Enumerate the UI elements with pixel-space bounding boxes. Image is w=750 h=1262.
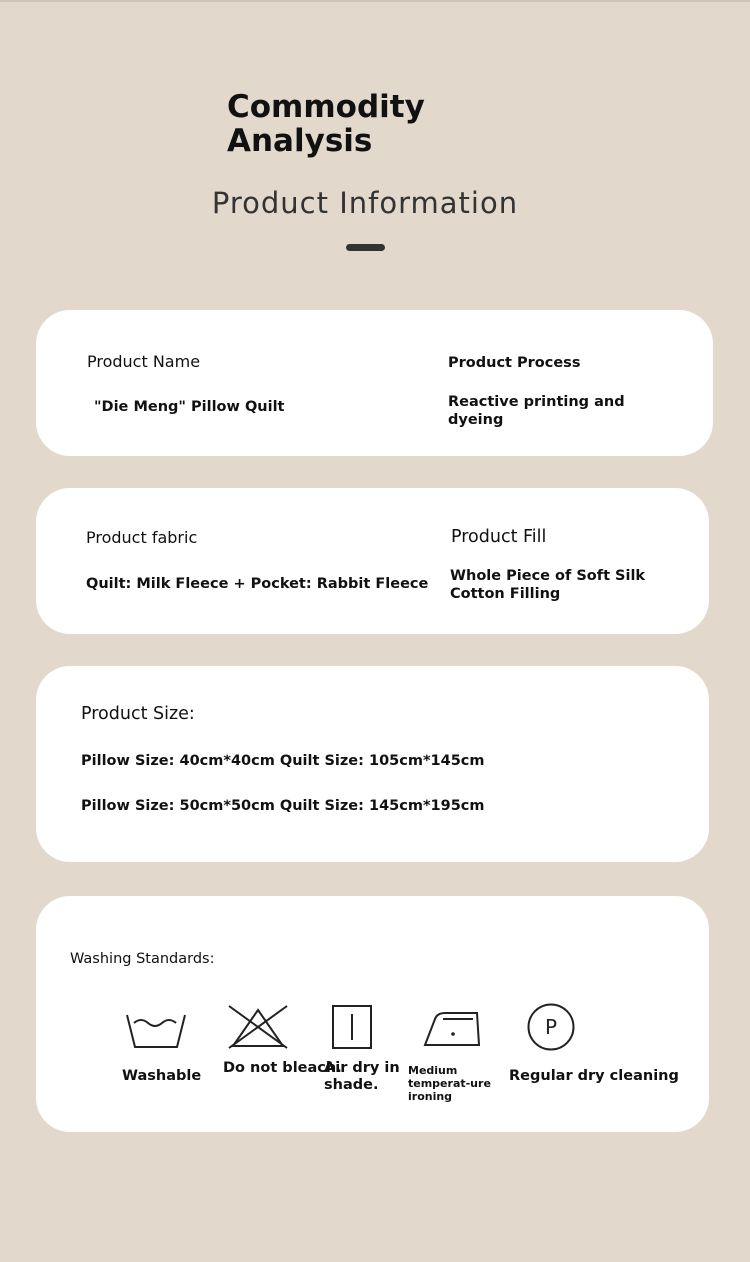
product-name-label: Product Name	[87, 352, 201, 371]
size-option-1: Pillow Size: 40cm*40cm Quilt Size: 105cm*145cm	[81, 753, 485, 769]
product-fill-label: Product Fill	[451, 527, 547, 547]
product-name-value: "Die Meng" Pillow Quilt	[94, 399, 285, 415]
dry-clean-p-letter: P	[544, 1015, 558, 1039]
title-underline-bar	[346, 244, 385, 251]
iron-medium-caption: Medium temperat-ure ironing	[408, 1064, 491, 1103]
product-fabric-label: Product fabric	[86, 528, 198, 547]
product-fill-value: Whole Piece of Soft Silk Cotton Filling	[450, 568, 646, 602]
title-line-2: Analysis	[227, 123, 373, 159]
no-bleach-icon	[227, 1004, 289, 1050]
dry-clean-caption: Regular dry cleaning	[509, 1068, 679, 1084]
product-process-value: Reactive printing and dyeing	[448, 394, 625, 428]
dry-in-shade-icon	[331, 1004, 373, 1050]
product-size-card	[36, 666, 709, 862]
page-title	[227, 90, 425, 158]
dry-in-shade-caption: Air dry in shade.	[324, 1060, 400, 1093]
dry-clean-p-icon	[526, 1002, 576, 1052]
product-fabric-value: Quilt: Milk Fleece + Pocket: Rabbit Fleece	[86, 576, 429, 592]
washing-standards-card	[36, 896, 709, 1132]
product-fabric-card	[36, 488, 709, 634]
wash-tub-icon	[125, 1009, 187, 1051]
size-option-2: Pillow Size: 50cm*50cm Quilt Size: 145cm*195cm	[81, 798, 485, 814]
page-subtitle: Product Information	[211, 186, 519, 220]
title-line-1: Commodity	[227, 89, 425, 125]
washable-caption: Washable	[122, 1068, 202, 1084]
product-name-card	[36, 310, 713, 456]
no-bleach-caption: Do not bleach.	[223, 1060, 342, 1076]
top-divider	[0, 0, 750, 2]
iron-medium-icon	[421, 1009, 481, 1049]
washing-standards-label: Washing Standards:	[70, 951, 215, 967]
product-process-label: Product Process	[448, 355, 581, 371]
product-size-label: Product Size:	[81, 704, 195, 724]
